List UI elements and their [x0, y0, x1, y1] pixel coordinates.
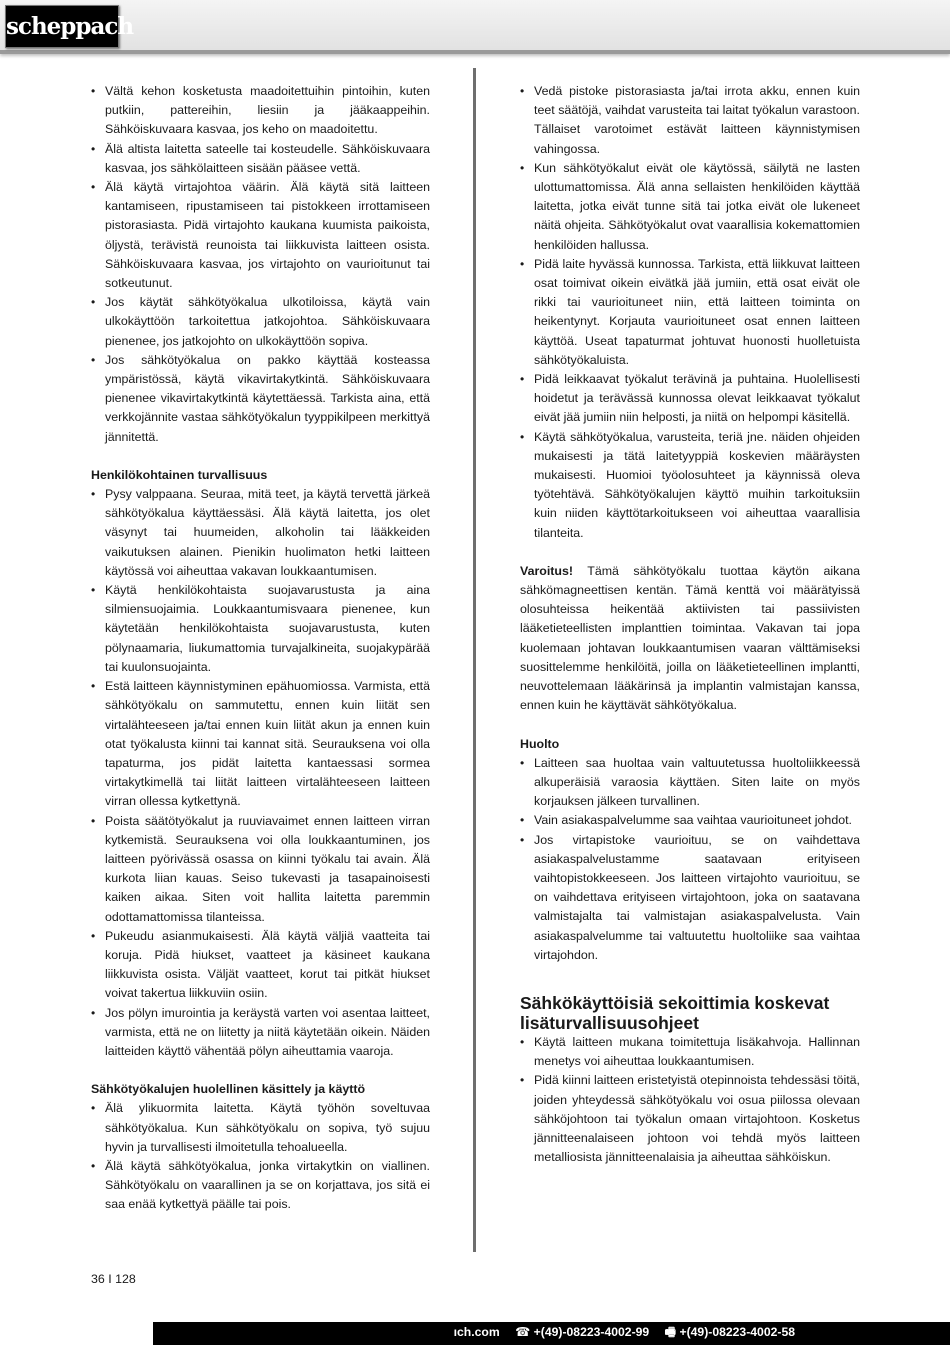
list-item: • Käytä henkilökohtaista suojavarustusta ja aina silmiensuojaimia. Loukkaantumisvaara pienenee, kun käytetään henkilökohtaista suojavarustusta, kuten pölynaamaria, liukumattomia turvajalkineita, suojakypärää tai kuulonsuojainta. [91, 581, 430, 677]
heading-mixer-safety: Sähkökäyttöisiä sekoittimia koskevat lisäturvallisuusohjeet [520, 992, 830, 1033]
list-item: • Pidä laite hyvässä kunnossa. Tarkista, että liikkuvat laitteen osat toimivat oikein eivätkä jää jumiin, että osat eivät ole rikki tai vaurioituneet niin, että laitteen toiminta on heikentynyt. Korjauta vaurioituneet osat ennen laitteen käyttöä. Useat tapaturmat johtuvat huonosti huolletuista sähkötyökaluista. [520, 255, 860, 370]
footer-web: ıch.com [453, 1325, 500, 1339]
list-item: • Vedä pistoke pistorasiasta ja/tai irrota akku, ennen kuin teet säätöjä, vaihdat varusteita tai laitat työkalun varastoon. Tällaiset varotoimet estävät laitteen käynnistymisen vahingossa. [520, 82, 860, 159]
heading-service: Huolto [520, 736, 560, 751]
page-number: 36 I 128 [91, 1272, 136, 1286]
list-item: • Laitteen saa huoltaa vain valtuutetussa huoltoliikkeessä alkuperäisiä varaosia käyttäen. Siten laite on myös korjauksen jälkeen turvallinen. [520, 754, 860, 812]
warning-text: Tämä sähkötyökalu tuottaa käytön aikana sähkömagneettisen kentän. Tämä kenttä voi määrätyissä olosuhteissa heikentää aktiivisten tai passiivisten lääketieteellisten implanttien toimintaa. Vakavan tai jopa kuolemaan johtavan loukkaantumisen vaaran välttämiseksi suosittelemme henkilöitä, joilla on lääketieteellinen implantti, neuvottelemaan lääkärinsä ja implantin valmistajan kanssa, ennen kuin he käyttävät sähkötyökalua. [520, 563, 860, 713]
list-item: • Kun sähkötyökalut eivät ole käytössä, säilytä ne lasten ulottumattomissa. Älä anna sellaisten henkilöiden käyttää laitetta, jotka eivät tunne sitä tai jotka eivät ole lukeneet näitä ohjeita. Sähkötyökalut ovat vaarallisia kokemattomien henkilöiden hallussa. [520, 159, 860, 255]
footer-phone: ☎ +(49)-08223-4002-99 [515, 1325, 650, 1339]
list-item: • Älä käytä sähkötyökalua, jonka virtakytkin on viallinen. Sähkötyökalu on vaarallinen ja se on korjattava, jos sitä ei saa enää kytkettyä päälle tai pois. [91, 1157, 430, 1215]
service-list [520, 754, 860, 965]
mixer-safety-list [520, 1033, 860, 1167]
list-item: • Älä ylikuormita laitetta. Käytä työhön soveltuvaa sähkötyökalua. Kun sähkötyökalu on sopiva, työ sujuu hyvin ja turvallisesti ilmoitetulla tehoalueella. [91, 1099, 430, 1157]
list-item: • Poista säätötyökalut ja ruuviavaimet ennen laitteen virran kytkemistä. Seurauksena voi olla loukkaantuminen, jos laitteen pyörivässä osassa on kiinni työkalu tai avain. Älä kurkota liian kauas. Seiso tukevasti ja tasapainoisesti kaiken aikaa. Siten voit hallita laitetta paremmin odottamattomissa tilanteissa. [91, 812, 430, 927]
footer-white-block [0, 1322, 153, 1345]
list-item: • Jos pölyn imurointia ja keräystä varten voi asentaa laitteet, varmista, että ne on liitetty ja niitä käytetään oikein. Näiden laitteiden käyttö vähentää pölyn aiheuttamia vaaroja. [91, 1004, 430, 1062]
left-column [91, 82, 430, 1215]
list-item: • Vain asiakaspalvelumme saa vaihtaa vaurioituneet johdot. [520, 811, 860, 830]
heading-tool-handling: Sähkötyökalujen huolellinen käsittely ja käyttö [91, 1082, 366, 1097]
page-footer [0, 1322, 950, 1345]
list-item: • Estä laitteen käynnistyminen epähuomiossa. Varmista, että sähkötyökalu on sammutettu, ennen kuin liität sen virtalähteeseen ja/tai ennen kuin liität akun ja ennen kuin otat työkalusta kiinni tai kannat sitä. Seurauksena voi olla tapaturma, jos pidät laitetta kantaessasi sormea virtakytkimellä tai liität laitteen virtalähteeseen laitteen virran ollessa kytkettynä. [91, 677, 430, 811]
list-item: • Älä altista laitetta sateelle tai kosteudelle. Sähköiskuvaara kasvaa, jos sähkölaitteen sisään pääsee vettä. [91, 140, 430, 178]
list-item: • Pysy valppaana. Seuraa, mitä teet, ja käytä tervettä järkeä sähkötyökalua käyttäessäsi. Älä käytä laitetta, jos olet väsynyt tai huumeiden, alkoholin tai lääkkeiden vaikutuksen alainen. Pienikin huolimaton hetki laitteen käytössä voi aiheuttaa vakavan loukkaantumisen. [91, 485, 430, 581]
list-item: • Jos virtapistoke vaurioituu, se on vaihdettava asiakaspalvelustamme saatavaan erityiseen vaihtopistokkeeseen. Jos laitteen virtajohto vaurioituu, se on vaihdettava erityiseen virtajohtoon, joka on saatavana valmistajalta tai valmistajan asiakaspalvelusta. Vain asiakaspalvelumme tai valtuutettu huoltoliike saa vaihtaa virtajohdon. [520, 831, 860, 965]
right-column [520, 82, 860, 1167]
list-item: • Käytä laitteen mukana toimitettuja lisäkahvoja. Hallinnan menetys voi aiheuttaa loukkaantumisen. [520, 1033, 860, 1071]
footer-fax: 🖷 +(49)-08223-4002-58 [664, 1325, 795, 1339]
tool-handling-list [91, 1099, 430, 1214]
list-item: • Jos käytät sähkötyökalua ulkotiloissa, käytä vain ulkokäyttöön tarkoitettua jatkojohtoa. Sähköiskuvaara pienenee, jos jatkojohto on ulkokäyttöön sopiva. [91, 293, 430, 351]
list-item: • Älä käytä virtajohtoa väärin. Älä käytä sitä laitteen kantamiseen, ripustamiseen tai pistokkeen irrottamiseen pistorasiasta. Pidä virtajohto kaukana kuumista paikoista, öljystä, terävistä reunoista tai liikkuvista laitteen osista. Sähköiskuvaara kasvaa, jos virtajohto on vaurioitunut tai sotkeutunut. [91, 178, 430, 293]
page-header [0, 0, 950, 54]
column-divider [473, 68, 476, 1252]
list-item: • Jos sähkötyökalua on pakko käyttää kosteassa ympäristössä, käytä vikavirtakytkintä. Sähköiskuvaara pienenee vikavirtakytkintä käytettäessä. Tarkista aina, että verkkojännite vastaa sähkötyökalun tyyppikilpeen merkittyä jännitettä. [91, 351, 430, 447]
list-item: • Käytä sähkötyökalua, varusteita, teriä jne. näiden ohjeiden mukaisesti ja tätä laitetyyppiä koskevien määräysten mukaisesti. Huomioi työolosuhteet ja käynnissä oleva työtehtävä. Sähkötyökalujen käyttö muihin tarkoituksiin kuin niiden käyttötarkoitukseen voi aiheuttaa vaarallisia tilanteita. [520, 428, 860, 543]
warning-paragraph [520, 562, 860, 716]
list-item: • Pidä leikkaavat työkalut terävinä ja puhtaina. Huolellisesti hoidetut ja terävässä kunnossa olevat leikkaavat työkalut eivät jää jumiin niin helposti, ja niitä on helpompi käsitellä. [520, 370, 860, 428]
list-item: • Vältä kehon kosketusta maadoitettuihin pintoihin, kuten putkiin, pattereihin, liesiin ja jääkaappeihin. Sähköiskuvaara kasvaa, jos keho on maadoitettu. [91, 82, 430, 140]
personal-safety-list [91, 485, 430, 1061]
list-item: • Pidä kiinni laitteen eristetyistä otepinnoista tehdessäsi töitä, joiden yhteydessä sähkötyökalu voi osua piilossa olevaan sähköjohtoon tai työkalun omaan virtajohtoon. Kosketus jännitteenalaiseen johtoon voi tehdä myös laitteen metalliosista jännitteenalaisia ja aiheuttaa sähköiskun. [520, 1071, 860, 1167]
warning-label: Varoitus! [520, 563, 574, 578]
list-item: • Pukeudu asianmukaisesti. Älä käytä väljiä vaatteita tai koruja. Pidä hiukset, vaatteet ja käsineet kaukana liikkuvista osista. Väljät vaatteet, korut tai pitkät hiukset voivat takertua liikkuviin osiin. [91, 927, 430, 1004]
tool-handling-list-continued [520, 82, 860, 543]
footer-contact [454, 1322, 795, 1345]
heading-personal-safety: Henkilökohtainen turvallisuus [91, 467, 268, 482]
electrical-safety-list [91, 82, 430, 447]
brand-logo: scheppach [5, 5, 119, 48]
